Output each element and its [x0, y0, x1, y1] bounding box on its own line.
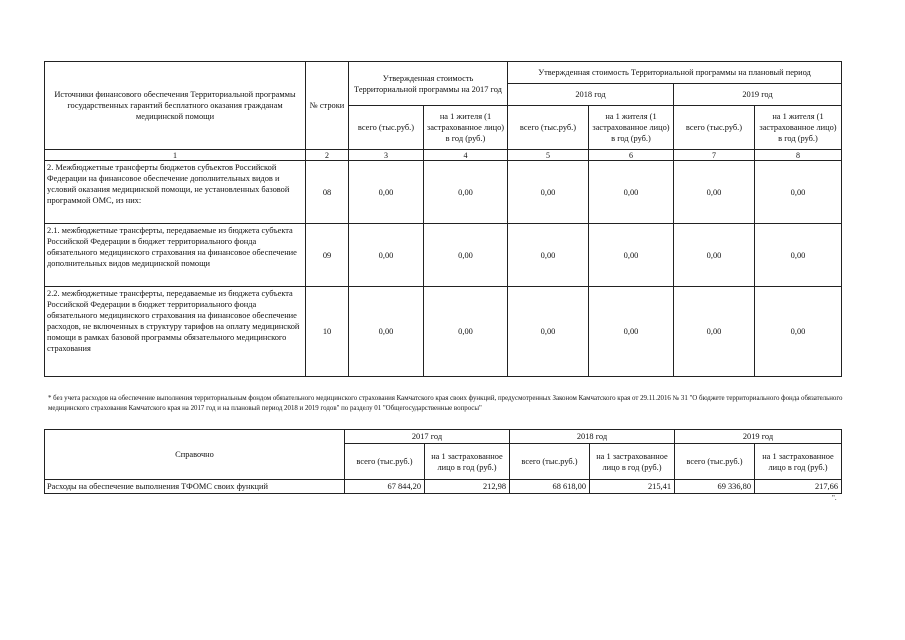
closing-quote-mark: ". — [832, 494, 837, 502]
value-cell: 0,00 — [674, 287, 755, 377]
table-row — [45, 287, 842, 377]
column-index-row — [45, 150, 842, 161]
table-row — [45, 161, 842, 224]
column-index: 7 — [674, 150, 755, 161]
reference-year-2017: 2017 год — [345, 430, 510, 444]
value-cell: 67 844,20 — [345, 480, 425, 494]
value-cell: 0,00 — [589, 287, 674, 377]
value-cell: 69 336,80 — [675, 480, 755, 494]
value-cell: 0,00 — [508, 161, 589, 224]
reference-table — [44, 429, 842, 494]
column-index: 6 — [589, 150, 674, 161]
year-2018-header: 2018 год — [508, 84, 674, 106]
row-number-header: № строки — [306, 62, 349, 150]
value-cell: 0,00 — [424, 224, 508, 287]
value-cell: 0,00 — [589, 161, 674, 224]
per-capita-header: на 1 застрахованное лицо в год (руб.) — [755, 444, 842, 480]
reference-year-2019: 2019 год — [675, 430, 842, 444]
total-header: всего (тыс.руб.) — [674, 106, 755, 150]
column-index: 1 — [45, 150, 306, 161]
source-cell: 2.2. межбюджетные трансферты, передаваемые из бюджета субъекта Российской Федерации в бюджет территориального фонда обязательного медицинского страхования на финансовое обеспечение расходов, не включенных в структуру тарифов на оплату медицинской помощи в рамках базовой программы обязательного медицинского страхования — [45, 287, 306, 377]
footnote: * без учета расходов на обеспечение выполнения территориальным фондом обязательного медицинского страхования Камчатского края своих функций, предусмотренных Законом Камчатского края от 29.11.2016 № 31 "О бюджете территориального фонда обязательного медицинского страхования Камчатского края на 2017 год и на плановый период 2018 и 2019 годов" по разделу 01 "Общегосударственные вопросы" — [48, 395, 843, 412]
row-number-cell: 09 — [306, 224, 349, 287]
row-number-cell: 10 — [306, 287, 349, 377]
value-cell: 68 618,00 — [510, 480, 590, 494]
per-capita-header: на 1 жителя (1 застрахованное лицо) в год (руб.) — [755, 106, 842, 150]
source-cell: 2.1. межбюджетные трансферты, передаваемые из бюджета субъекта Российской Федерации в бюджет территориального фонда обязательного медицинского страхования на финансовое обеспечение дополнительных видов медицинской помощи — [45, 224, 306, 287]
value-cell: 0,00 — [508, 224, 589, 287]
total-header: всего (тыс.руб.) — [508, 106, 589, 150]
reference-year-2018: 2018 год — [510, 430, 675, 444]
value-cell: 0,00 — [349, 287, 424, 377]
table-row — [45, 480, 842, 494]
total-header: всего (тыс.руб.) — [345, 444, 425, 480]
per-capita-header: на 1 застрахованное лицо в год (руб.) — [425, 444, 510, 480]
value-cell: 0,00 — [349, 224, 424, 287]
value-cell: 0,00 — [424, 161, 508, 224]
per-capita-header: на 1 жителя (1 застрахованное лицо) в год (руб.) — [589, 106, 674, 150]
value-cell: 215,41 — [590, 480, 675, 494]
reference-header: Справочно — [45, 430, 345, 480]
main-financing-table — [44, 61, 842, 377]
reference-row-label: Расходы на обеспечение выполнения ТФОМС своих функций — [45, 480, 345, 494]
value-cell: 217,66 — [755, 480, 842, 494]
source-cell: 2. Межбюджетные трансферты бюджетов субъектов Российской Федерации на финансовое обеспечение дополнительных видов и условий оказания медицинской помощи, не установленных базовой программой ОМС, из них: — [45, 161, 306, 224]
column-index: 3 — [349, 150, 424, 161]
total-header: всего (тыс.руб.) — [510, 444, 590, 480]
value-cell: 0,00 — [349, 161, 424, 224]
value-cell: 212,98 — [425, 480, 510, 494]
per-capita-header: на 1 жителя (1 застрахованное лицо) в год (руб.) — [424, 106, 508, 150]
source-header: Источники финансового обеспечения Территориальной программы государственных гарантий бесплатного оказания гражданам медицинской помощи — [45, 62, 306, 150]
total-header: всего (тыс.руб.) — [675, 444, 755, 480]
column-index: 2 — [306, 150, 349, 161]
approved-plan-header: Утвержденная стоимость Территориальной программы на плановый период — [508, 62, 842, 84]
column-index: 5 — [508, 150, 589, 161]
value-cell: 0,00 — [508, 287, 589, 377]
total-header: всего (тыс.руб.) — [349, 106, 424, 150]
value-cell: 0,00 — [424, 287, 508, 377]
value-cell: 0,00 — [755, 224, 842, 287]
row-number-cell: 08 — [306, 161, 349, 224]
approved-2017-header: Утвержденная стоимость Территориальной программы на 2017 год — [349, 62, 508, 106]
table-row — [45, 224, 842, 287]
value-cell: 0,00 — [589, 224, 674, 287]
per-capita-header: на 1 застрахованное лицо в год (руб.) — [590, 444, 675, 480]
value-cell: 0,00 — [755, 287, 842, 377]
value-cell: 0,00 — [674, 161, 755, 224]
value-cell: 0,00 — [755, 161, 842, 224]
year-2019-header: 2019 год — [674, 84, 842, 106]
value-cell: 0,00 — [674, 224, 755, 287]
column-index: 8 — [755, 150, 842, 161]
column-index: 4 — [424, 150, 508, 161]
